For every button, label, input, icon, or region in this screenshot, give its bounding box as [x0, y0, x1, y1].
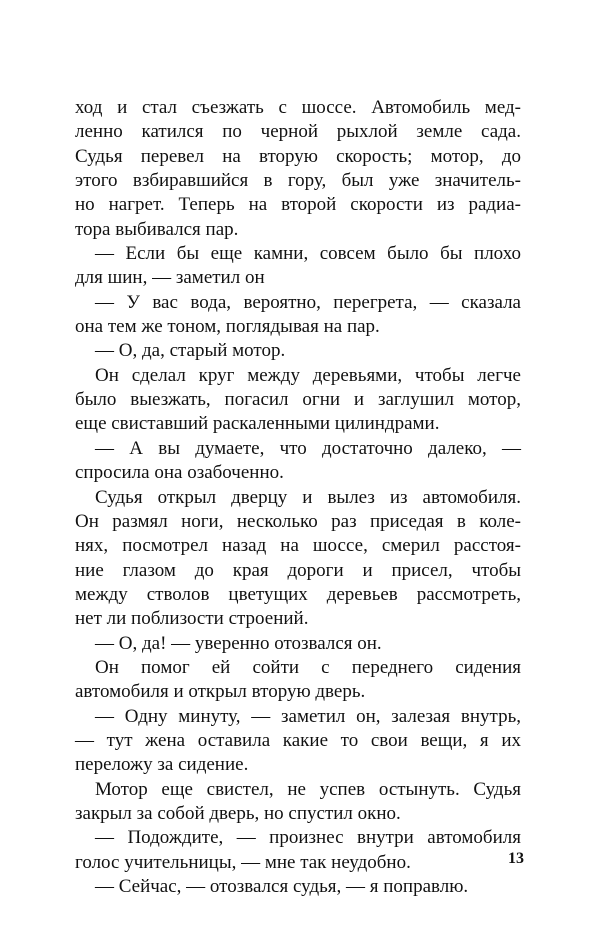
text-line: — тут жена оставила какие то свои вещи, я их — [75, 729, 521, 751]
text-line: Судья открыл дверцу и вылез из автомобиля. — [95, 486, 521, 508]
text-line: — О, да, старый мотор. — [95, 340, 286, 362]
text-line: — Если бы еще камни, совсем было бы плохо — [95, 243, 521, 265]
text-line: — У вас вода, вероятно, перегрета, — сказала — [95, 291, 521, 313]
text-line: она тем же тоном, поглядывая на пар. — [75, 316, 380, 338]
text-line: переложу за сидение. — [75, 754, 249, 776]
text-line: было выезжать, погасил огни и заглушил мотор, — [75, 389, 521, 411]
text-line: — Сейчас, — отозвался судья, — я поправлю. — [95, 876, 469, 897]
text-line: — А вы думаете, что достаточно далеко, — — [95, 437, 521, 459]
text-line: нет ли поблизости строений. — [75, 608, 309, 630]
text-line: — Одну минуту, — заметил он, залезая внутрь, — [95, 705, 521, 727]
page-number: 13 — [508, 850, 524, 867]
text-line: ленно катился по черной рыхлой земле сада. — [75, 121, 521, 143]
text-line: закрыл за собой дверь, но спустил окно. — [75, 802, 401, 824]
text-line: спросила она озабоченно. — [75, 462, 284, 484]
text-line: — Подождите, — произнес внутри автомобиля — [95, 827, 521, 849]
text-line: этого взбиравшийся в гору, был уже значитель- — [75, 170, 521, 192]
text-line: Он размял ноги, несколько раз приседая в коле- — [75, 510, 521, 532]
text-line: между стволов цветущих деревьев рассмотреть, — [75, 583, 521, 605]
text-line: но нагрет. Теперь на второй скорости из радиа- — [75, 194, 521, 216]
text-line: нях, посмотрел назад на шоссе, смерил расстоя- — [75, 535, 521, 557]
text-line: автомобиля и открыл вторую дверь. — [75, 681, 366, 703]
text-line: тора выбивался пар. — [75, 218, 239, 240]
text-line: голос учительницы, — мне так неудобно. — [75, 851, 411, 873]
page-body-text — [75, 96, 521, 899]
text-line: для шин, — заметил он — [75, 267, 265, 289]
text-line: Мотор еще свистел, не успев остынуть. Судья — [95, 778, 521, 800]
text-line: Он сделал круг между деревьями, чтобы легче — [95, 364, 521, 386]
text-line: ход и стал съезжать с шоссе. Автомобиль мед- — [75, 97, 521, 118]
text-line: еще свиставший раскаленными цилиндрами. — [75, 413, 440, 435]
text-line: — О, да! — уверенно отозвался он. — [95, 632, 382, 654]
text-line: ние глазом до края дороги и присел, чтобы — [75, 559, 521, 581]
text-line: Судья перевел на вторую скорость; мотор, до — [75, 145, 521, 167]
text-line: Он помог ей сойти с переднего сидения — [95, 656, 521, 678]
